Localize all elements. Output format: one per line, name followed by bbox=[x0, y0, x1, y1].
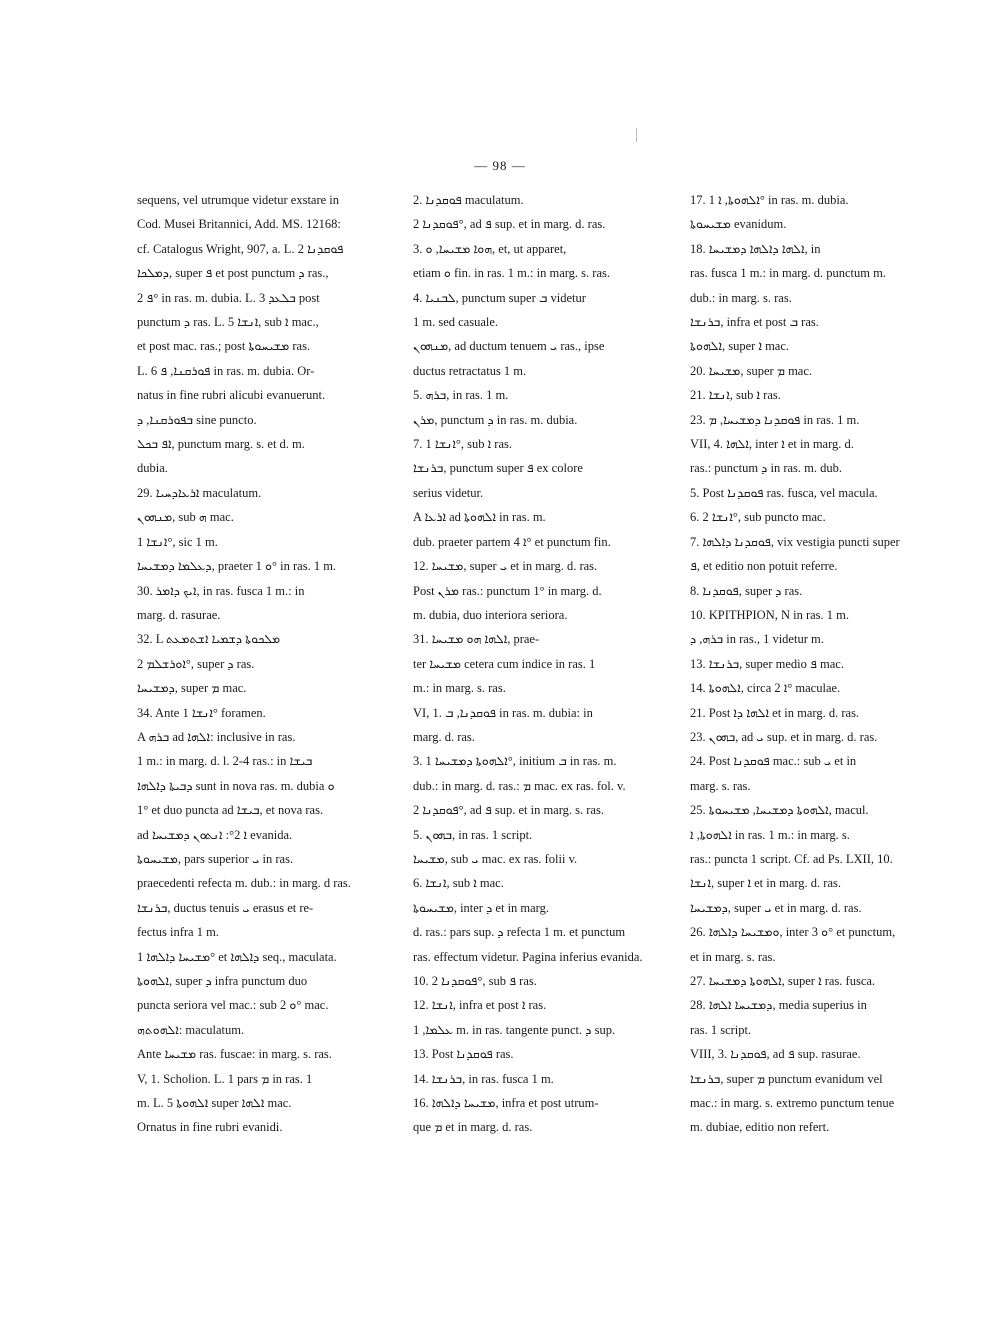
text-line: 6. ܐܢܫܐ, sub ܐ mac. bbox=[413, 876, 504, 891]
text-line: 14. ܒܪܢܫܐ, in ras. fusca 1 m. bbox=[413, 1071, 554, 1086]
text-line: 21. ܐܢܫܐ, sub ܐ ras. bbox=[690, 388, 781, 403]
text-line: ܒܪܗ, ܕ in ras., 1 videtur m. bbox=[690, 632, 824, 647]
text-line: 24. Post ܦܘܩܕܢܐ mac.: sub ܝ et in bbox=[690, 754, 857, 769]
text-line: ܕܡܫܝܚܐ, super ܝ et in marg. d. ras. bbox=[690, 900, 862, 915]
text-line: ܕܒܝܬܐ ܕܐܠܗܐ sunt in nova ras. m. dubia ܘ bbox=[137, 778, 335, 793]
text-line: 14. ܐܠܗܘܬܐ, circa ܐ 2° maculae. bbox=[690, 681, 841, 696]
text-line: 5. Post ܦܘܩܕܢܐ ras. fusca, vel macula. bbox=[690, 485, 878, 500]
text-line: dub. praeter partem ܐ 4° et punctum fin. bbox=[413, 534, 611, 549]
text-line: 1° et duo puncta ad ܒܝܫܐ, et nova ras. bbox=[137, 803, 324, 818]
text-line: 28. ܕܡܫܝܚܐ ܐܠܗܐ, media superius in bbox=[690, 998, 867, 1013]
text-line: ܡܫܝܚܘܬܐ evanidum. bbox=[690, 217, 787, 232]
text-line: ܒܦܘܪܩܢܐ, ܕ sine puncto. bbox=[137, 412, 257, 427]
text-line: ܡܫܝܚܘܬܐ, inter ܕ et in marg. bbox=[413, 900, 549, 915]
text-line: 8. ܦܘܩܕܢܐ, super ܕ ras. bbox=[690, 583, 803, 598]
text-line: 31. ܐܠܗܐ ܗܘ ܡܫܝܚܐ, prae- bbox=[413, 632, 540, 647]
text-line: ܐܠܗܘܬܗ: maculatum. bbox=[137, 1022, 245, 1037]
text-line: A ܒܪܗ ad ܐܠܗܐ: inclusive in ras. bbox=[137, 729, 296, 744]
text-line: 26. ܘܡܫܝܚܐ ܕܐܠܗܐ, inter ܘ 3° et punctum, bbox=[690, 925, 896, 940]
text-line: marg. d. ras. bbox=[413, 729, 475, 744]
text-line: ܦܘܩܕܢܐ 2°, ad ܦ sup. et in marg. d. ras. bbox=[413, 217, 606, 232]
text-line: serius videtur. bbox=[413, 485, 484, 500]
text-line: ductus retractatus 1 m. bbox=[413, 363, 527, 378]
text-line: puncta seriora vel mac.: sub ܘ 2° mac. bbox=[137, 998, 329, 1013]
text-line: Ornatus in fine rubri evanidi. bbox=[137, 1120, 283, 1135]
text-line: ad ܐ 2°: ܐܢܬܘܢ ܕܡܫܝܚܐ evanida. bbox=[137, 827, 293, 842]
text-line: Cod. Musei Britannici, Add. MS. 12168: bbox=[137, 217, 341, 232]
text-line: 32. L ܡܠܟܘܬܐ ܕܫܡܝܐ ܐܫܬܡܥܬ bbox=[137, 632, 281, 647]
text-line: VIII, 3. ܦܘܩܕܢܐ, ad ܦ sup. rasurae. bbox=[690, 1047, 861, 1062]
text-line: m. dubiae, editio non refert. bbox=[690, 1120, 830, 1135]
text-line: ter ܡܫܝܚܐ cetera cum indice in ras. 1 bbox=[413, 656, 596, 671]
text-line: 7. ܐܢܫܐ 1°, sub ܐ ras. bbox=[413, 437, 512, 452]
text-line: et in marg. s. ras. bbox=[690, 949, 776, 964]
text-line: ras.: puncta 1 script. Cf. ad Ps. LXII, 10. bbox=[690, 851, 893, 866]
text-line: V, 1. Scholion. L. 1 pars ܡ in ras. 1 bbox=[137, 1071, 313, 1086]
text-line: A ܐܪܥܐ ad ܐܠܗܘܬܐ in ras. m. bbox=[413, 510, 546, 525]
column-right bbox=[690, 188, 940, 1140]
text-line: mac.: in marg. s. extremo punctum tenue bbox=[690, 1096, 895, 1111]
text-line: ܥܠܡܐ, 1 m. in ras. tangente punct. ܕ sup. bbox=[413, 1022, 616, 1037]
text-line: 12. ܐܢܫܐ, infra et post ܐ ras. bbox=[413, 998, 547, 1013]
text-line: ܐܠܗܘܬܐ, super ܐ mac. bbox=[690, 339, 790, 354]
text-line: ܕܡܠܟܐ, super ܦ et post punctum ܕ ras., bbox=[137, 266, 329, 281]
text-line: ܒܪܢܫܐ, super ܡ punctum evanidum vel bbox=[690, 1071, 883, 1086]
text-line: ܒܪܢܫܐ, infra et post ܒ ras. bbox=[690, 315, 819, 330]
text-line: m.: in marg. s. ras. bbox=[413, 681, 506, 696]
column-middle bbox=[413, 188, 665, 1140]
text-line: ܒܪܢܫܐ, ductus tenuis ܝ erasus et re- bbox=[137, 900, 314, 915]
text-line: 13. Post ܦܘܩܕܢܐ ras. bbox=[413, 1047, 514, 1062]
text-line: m. L. 5 ܐܠܗܘܬܐ super ܐܠܗܐ mac. bbox=[137, 1096, 292, 1111]
text-line: ras. 1 script. bbox=[690, 1022, 752, 1037]
text-line: 16. ܡܫܝܚܐ ܕܐܠܗܐ, infra et post utrum- bbox=[413, 1096, 599, 1111]
text-line: sequens, vel utrumque videtur exstare in bbox=[137, 193, 340, 207]
text-line: 29. ܐܪܥܐܕܚܝܐ maculatum. bbox=[137, 485, 262, 500]
text-line: 25. ܐܠܗܘܬܐ ܕܡܫܝܚܐ, ܡܫܝܚܘܬܐ, macul. bbox=[690, 803, 869, 818]
text-line: ܕܡܫܝܚܐ, super ܡ mac. bbox=[137, 681, 247, 696]
text-line: 23. ܒܗܘܢ, ad ܝ sup. et in marg. d. ras. bbox=[690, 729, 878, 744]
text-line: 3. ܐܠܗܘܬܐ ܕܡܫܝܚܐ 1°, initium ܒ in ras. m. bbox=[413, 754, 617, 769]
text-line: ܡܫܝܚܘܬܐ, pars superior ܝ in ras. bbox=[137, 851, 294, 866]
text-line: 5. ܒܗܘܢ, in ras. 1 script. bbox=[413, 827, 533, 842]
text-line: ܐܘܪܫܠܡ 2°, super ܕ ras. bbox=[137, 656, 255, 671]
text-line: ܐܠܗܘܬܐ, super ܕ infra punctum duo bbox=[137, 974, 308, 988]
text-line: marg. s. ras. bbox=[690, 778, 751, 793]
text-line: 7. ܦܘܩܕܢܐ ܕܐܠܗܐ, vix vestigia puncti super bbox=[690, 534, 900, 549]
text-line: ܦ, et editio non potuit referre. bbox=[690, 559, 838, 574]
page-number: — 98 — bbox=[474, 158, 526, 173]
text-line: dub.: in marg. d. ras.: ܡ mac. ex ras. fol. v. bbox=[413, 778, 626, 793]
text-line: ras.: punctum ܕ in ras. m. dub. bbox=[690, 461, 843, 476]
text-line: ܒܪܢܫܐ, punctum super ܦ ex colore bbox=[413, 461, 583, 476]
text-line: 1 m. sed casuale. bbox=[413, 315, 499, 330]
text-line: 5. ܒܪܗ, in ras. 1 m. bbox=[413, 388, 509, 403]
text-line: 17. ܐܠܗܘܬܐ, ܐ 1° in ras. m. dubia. bbox=[690, 193, 849, 207]
text-line: L. 6 ܦܘܪܩܢܐ, ܦ in ras. m. dubia. Or- bbox=[137, 363, 315, 378]
text-line: natus in fine rubri alicubi evanuerunt. bbox=[137, 388, 326, 403]
text-line: que ܡ et in marg. d. ras. bbox=[413, 1120, 533, 1135]
text-line: ܦ 2° in ras. m. dubia. L. 3 ܒܠܥܕ post bbox=[137, 290, 320, 305]
text-line: ܐܦ ܒܟܠ, punctum marg. s. et d. m. bbox=[137, 437, 305, 452]
text-line: ܡܢܗܘܢ, ad ductum tenuem ܝ ras., ipse bbox=[413, 339, 605, 354]
text-line: etiam ܘ fin. in ras. 1 m.: in marg. s. ras. bbox=[413, 266, 610, 281]
text-line: ܐܢܫܐ 1°, sic 1 m. bbox=[137, 534, 218, 549]
text-line: 30. ܐܝܟ ܕܐܡܪ, in ras. fusca 1 m.: in bbox=[137, 583, 305, 598]
text-line: 4. ܠܒܢܝܐ, punctum super ܒ videtur bbox=[413, 290, 586, 305]
text-line: d. ras.: pars sup. ܕ refecta 1 m. et punctum bbox=[413, 925, 626, 940]
text-line: ܦܘܩܕܢܐ 2°, ad ܦ sup. et in marg. s. ras. bbox=[413, 803, 604, 818]
text-line: 10. ܦܘܩܕܢܐ 2°, sub ܦ ras. bbox=[413, 974, 537, 988]
text-line: fectus infra 1 m. bbox=[137, 925, 219, 940]
text-line: marg. d. rasurae. bbox=[137, 607, 221, 622]
text-line: 13. ܒܪܢܫܐ, super medio ܦ mac. bbox=[690, 656, 844, 671]
text-line: ܐܠܗܘܬܐ, ܐ in ras. 1 m.: in marg. s. bbox=[690, 827, 850, 842]
text-line: cf. Catalogus Wright, 907, a. L. 2 ܦܘܩܕܢܐ bbox=[137, 241, 344, 256]
text-line: punctum ܕ ras. L. 5 ܐܢܫܐ, sub ܐ mac., bbox=[137, 315, 319, 330]
text-line: 1 m.: in marg. d. l. 2-4 ras.: in ܒܝܫܐ bbox=[137, 754, 313, 769]
text-line: 2. ܦܘܩܕܢܐ maculatum. bbox=[413, 193, 524, 207]
text-line: ܡܪܢ, punctum ܕ in ras. m. dubia. bbox=[413, 412, 578, 427]
text-line: 18. ܐܠܗܐ ܕܐܠܗܐ ܕܡܫܝܚܐ, in bbox=[690, 241, 821, 256]
text-line: ܡܢܗܘܢ, sub ܗ mac. bbox=[137, 510, 234, 525]
text-line: 6. ܐܢܫܐ 2°, sub puncto mac. bbox=[690, 510, 826, 525]
text-line: dubia. bbox=[137, 461, 168, 476]
text-line: ܡܫܝܚܐ ܕܐܠܗܐ 1° et ܕܐܠܗܐ seq., maculata. bbox=[137, 949, 337, 964]
text-line: praecedenti refecta m. dub.: in marg. d ras. bbox=[137, 876, 351, 891]
text-line: ras. fusca 1 m.: in marg. d. punctum m. bbox=[690, 266, 886, 281]
text-line: ܡܫܝܚܐ, sub ܝ mac. ex ras. folii v. bbox=[413, 851, 578, 866]
text-line: Ante ܡܫܝܚܐ ras. fuscae: in marg. s. ras. bbox=[137, 1047, 332, 1062]
text-line: VII, 4. ܐܠܗܐ, inter ܐ et in marg. d. bbox=[690, 437, 854, 452]
text-line: ܐܢܫܐ, super ܐ et in marg. d. ras. bbox=[690, 876, 842, 891]
text-line: ܕܥܠܡܐ ܕܡܫܝܚܐ, praeter ܘ 1° in ras. 1 m. bbox=[137, 559, 337, 574]
text-line: Post ܡܪܢ ras.: punctum 1° in marg. d. bbox=[413, 583, 602, 598]
text-line: 20. ܡܫܝܚܐ, super ܡ mac. bbox=[690, 363, 813, 378]
text-line: m. dubia, duo interiora seriora. bbox=[413, 607, 568, 622]
text-line: ras. effectum videtur. Pagina inferius evanida. bbox=[413, 949, 643, 964]
text-line: 3. ܗܘܐ ܡܫܝܚܐ, ܘ, et, ut apparet, bbox=[413, 241, 567, 256]
text-line: 12. ܡܫܝܚܐ, super ܝ et in marg. d. ras. bbox=[413, 559, 598, 574]
text-line: 21. Post ܐܠܗܐ ܕܐ et in marg. d. ras. bbox=[690, 705, 860, 720]
column-left bbox=[137, 188, 387, 1140]
gutter-mark bbox=[636, 128, 637, 142]
text-line: et post mac. ras.; post ܡܫܝܚܘܬܐ ras. bbox=[137, 339, 311, 354]
text-line: 27. ܐܠܗܘܬܐ ܕܡܫܝܚܐ, super ܐ ras. fusca. bbox=[690, 974, 876, 988]
text-line: 34. Ante ܐܢܫܐ 1° foramen. bbox=[137, 705, 266, 720]
text-line: 23. ܦܘܩܕܢܐ ܕܡܫܝܚܐ, ܡ in ras. 1 m. bbox=[690, 412, 860, 427]
text-line: dub.: in marg. s. ras. bbox=[690, 290, 792, 305]
text-line: VI, 1. ܦܘܩܕܢܐ, ܒ in ras. m. dubia: in bbox=[413, 705, 593, 720]
text-line: 10. ΚΡΙΤΗΡΙΟΝ, N in ras. 1 m. bbox=[690, 607, 850, 622]
